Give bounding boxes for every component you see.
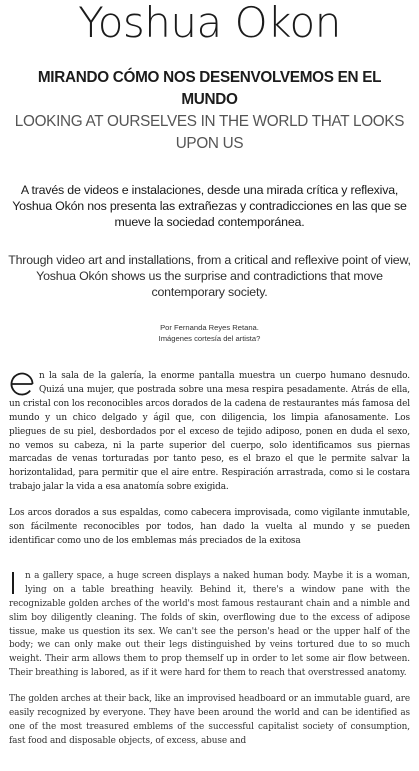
body-text-es-1: n la sala de la galería, la enorme pantalla muestra un cuerpo humano desnudo. Quizá una mujer, que postrada sobre una mesa respira pesadamente. Atrás de ella, un cristal con los reconocibles arcos dorados de la cadena de restaurantes más famosa del mundo y un chico delgado y ágil que, con diligencia, los limpia afanosamente. Los pliegues de su piel, desbordados por el exceso de tejido adiposo, ponen en duda el sexo, no vemos su cabeza, ni la parte superior del cuerpo, solo identificamos sus piernas marcadas de venas torturadas por tanto peso, es el brazo el que le permite salvar la horizontalidad, para permitir que el aire entre. Respiración arrastrada, como si le costara trabajo jalar la vida a esa anatomía sobre exigida. [9, 371, 410, 493]
body-paragraph-en-2: The golden arches at their back, like an improvised headboard or an immutable guard, are easily recognized by everyone. They have been around the world and can be identified as one of the most treasured emblems of the successful capitalist society of consumption, fast food and disposable objects, of excess, abuse and [9, 694, 410, 746]
author-credit: Por Fernanda Reyes Retana. [160, 323, 259, 332]
image-credit: Imágenes cortesía del artista? [158, 334, 261, 343]
article-credits [8, 322, 411, 344]
subtitle-english: LOOKING AT OURSELVES IN THE WORLD THAT LOOKS UPON US [14, 113, 405, 152]
drop-cap-i-icon [9, 572, 17, 594]
body-text-en-1: n a gallery space, a huge screen displays a naked human body. Maybe it is a woman, lying on a table breathing heavily. Behind it, there's a window pane with the recognizable golden arches of the world's most famous restaurant chain and a nimble and slim boy diligently cleaning. The folds of skin, overflowing due to the excess of adipose tissue, make us question its sex. We can't see the person's head or the upper half of the body; we can only make out their legs distinguished by veins tortured due to so much weight. Their arm allows them to prop themself up in order to let some air flow between. Their breathing is labored, as if it were hard for them to reach that overstressed anatomy. [9, 570, 410, 679]
article-subtitle [8, 67, 411, 155]
subtitle-spanish: MIRANDO CÓMO NOS DESENVOLVEMOS EN EL MUNDO [37, 69, 382, 108]
body-paragraph-es-1 [9, 370, 410, 495]
article-title: Yoshua Okon [78, 0, 341, 47]
body-paragraph-en-1 [9, 570, 410, 681]
intro-english: Through video art and installations, from a critical and reflexive point of view, Yoshua Okón shows us the surprise and contradictions that move contemporary society. [8, 253, 411, 299]
intro-spanish: A través de videos e instalaciones, desde una mirada crítica y reflexiva, Yoshua Okón nos presenta las extrañezas y contradicciones en las que se mueve la sociedad contemporánea. [12, 183, 407, 229]
drop-cap-e-icon [9, 371, 35, 397]
body-paragraph-es-2: Los arcos dorados a sus espaldas, como cabecera improvisada, como vigilante inmutable, son fácilmente reconocibles por todos, han dado la vuelta al mundo y se pueden identificar como uno de los emblemas más preciados de la exitosa [9, 508, 410, 546]
